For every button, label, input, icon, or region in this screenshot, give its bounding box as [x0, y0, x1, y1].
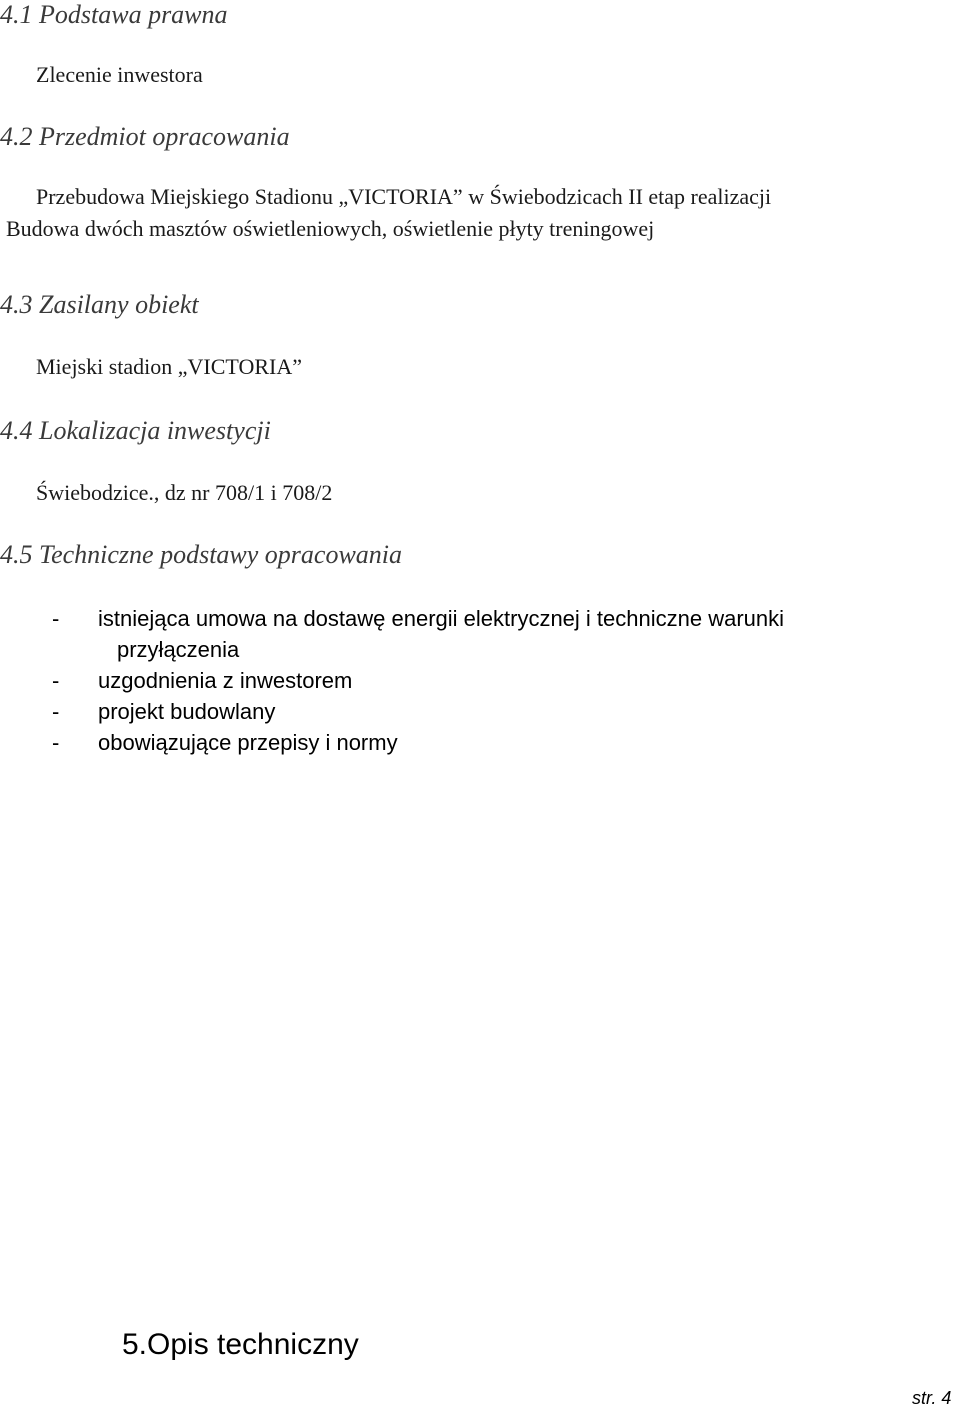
list-bullet-dash: - — [52, 668, 60, 693]
list-item-text: uzgodnienia z inwestorem — [98, 668, 353, 693]
section-heading-4-3: 4.3 Zasilany obiekt — [0, 290, 199, 319]
footer-title: 5.Opis techniczny — [122, 1328, 359, 1361]
section-heading-4-5: 4.5 Techniczne podstawy opracowania — [0, 540, 403, 569]
list-bullet-dash: - — [52, 699, 60, 724]
section-heading-4-1: 4.1 Podstawa prawna — [0, 0, 228, 29]
list-item-text: istniejąca umowa na dostawę energii elektrycznej i techniczne warunki — [98, 606, 785, 631]
section-text-4-2-line1: Przebudowa Miejskiego Stadionu „VICTORIA” w Świebodzicach II etap realizacji — [36, 184, 772, 209]
section-text-4-2-line2: Budowa dwóch masztów oświetleniowych, oświetlenie płyty treningowej — [6, 216, 655, 241]
section-text-4-4: Świebodzice., dz nr 708/1 i 708/2 — [36, 480, 333, 505]
section-text-4-1: Zlecenie inwestora — [36, 62, 203, 87]
page-number: str. 4 — [912, 1388, 952, 1408]
section-heading-4-2: 4.2 Przedmiot opracowania — [0, 122, 290, 151]
list-item-continuation: przyłączenia — [117, 637, 240, 662]
list-bullet-dash: - — [52, 606, 60, 631]
list-item-text: obowiązujące przepisy i normy — [98, 730, 398, 755]
section-text-4-3: Miejski stadion „VICTORIA” — [36, 354, 303, 379]
list-item-text: projekt budowlany — [98, 699, 276, 724]
section-heading-4-4: 4.4 Lokalizacja inwestycji — [0, 416, 271, 445]
list-bullet-dash: - — [52, 730, 60, 755]
